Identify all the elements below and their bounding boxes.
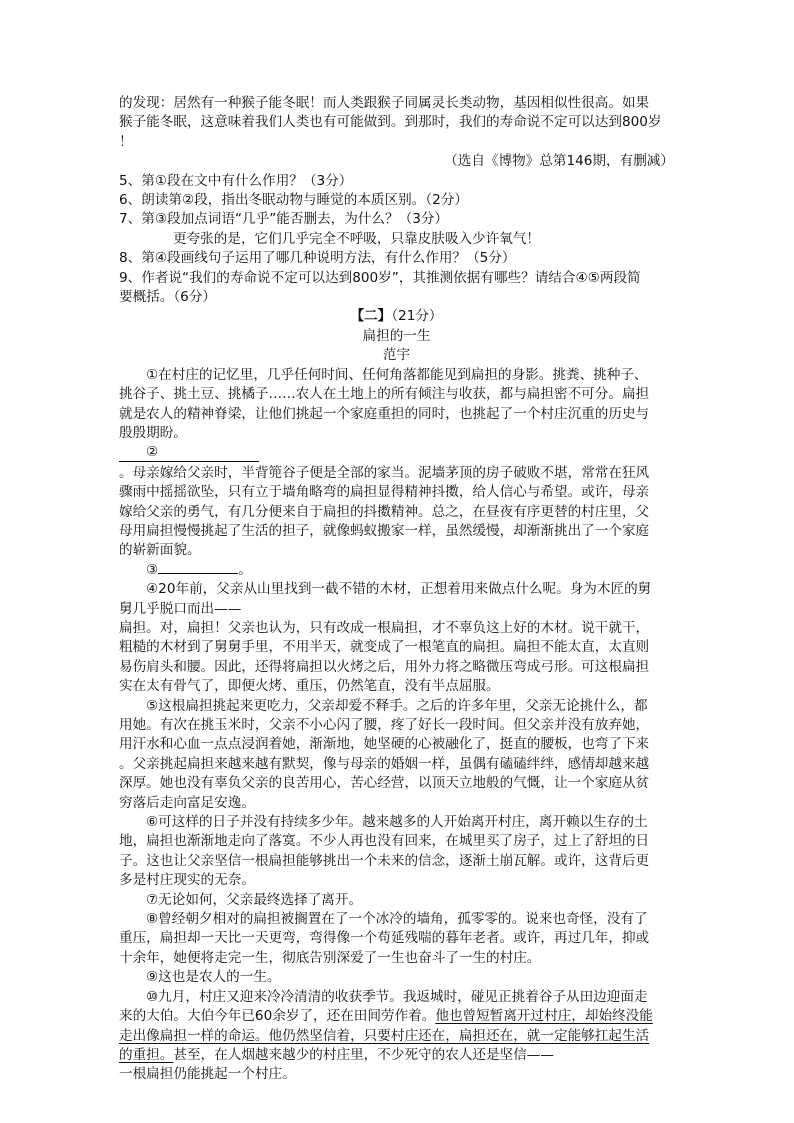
paragraph-line: 扁担。对，扁担！父亲也认为，只有改成一根扁担，才不辜负这上好的木材。说干就干， [119,619,650,636]
paragraph-line: ①在村庄的记忆里，几乎任何时间、任何角落都能见到扁担的身影。挑粪、挑种子、 [146,366,648,383]
answer-blank[interactable] [158,561,238,574]
question-5: 5、第①段在文中有什么作用？（3分） [119,172,353,189]
paragraph-line: 重压，扁担却一天比一天更弯，弯得像一个苟延残喘的暮年老者。或许，再过几年，抑或 [119,930,650,947]
paragraph-number: ③ [146,561,159,578]
question-6: 6、朗读第②段，指出冬眠动物与睡觉的本质区别。（2分） [119,192,468,209]
document-page [119,94,674,1085]
intro-line: ！ [119,133,133,150]
paragraph-line: ⑩九月，村庄又迎来冷冷清清的收获季节。我返城时，碰见正挑着谷子从田边迎面走 [146,988,648,1005]
paragraph-line: 舅几乎脱口而出—— [119,600,242,617]
paragraph-line: 地，扁担也渐渐地走向了落寞。不少人再也没有回来，在城里买了房子，过上了舒坦的日 [119,833,650,850]
paragraph-line: 实在太有骨气了，即便火烤、重压，仍然笔直，没有半点屈服。 [119,678,500,695]
answer-blank[interactable] [119,461,259,462]
paragraph-line: ⑧曾经朝夕相对的扁担被搁置在了一个冰冷的墙角，孤零零的。说来也奇怪，没有了 [146,911,648,928]
paragraph-line: 。母亲嫁给父亲时，半背篼谷子便是全部的家当。泥墙茅顶的房子破败不堪，常常在狂风 [119,464,650,481]
paragraph-line: 粗糙的木材到了舅舅手里，不用半天，就变成了一根笔直的扁担。扁担不能太直，太直则 [119,639,650,656]
question-7: 7、第③段加点词语“几乎”能否删去，为什么？（3分） [119,211,449,228]
paragraph-line: 深厚。她也没有辜负父亲的良苦用心，苦心经营，以顶天立地般的气慨，让一个家庭从贫 [119,775,650,792]
paragraph-line: 一根扁担仍能挑起一个村庄。 [119,1066,296,1083]
section-label: 【二】 [350,308,392,325]
question-8: 8、第④段画线句子运用了哪几种说明方法，有什么作用？（5分） [119,250,516,267]
paragraph-line: 易伤肩头和腰。因此，还得将扁担以火烤之后，用外力将之略微压弯成弓形。可这根扁担 [119,658,650,675]
underlined-sentence: 他也曾短暂离开过村庄，却始终没能 [435,1008,653,1025]
paragraph-line: 来的大伯。大伯今年已60余岁了，还在田间劳作着。他也曾短暂离开过村庄，却始终没能 [119,1008,653,1025]
paragraph-line: ④20年前，父亲从山里找到一截不错的木材，正想着用来做点什么呢。身为木匠的舅 [146,581,652,598]
paragraph-line: 骤雨中摇摇欲坠，只有立于墙角略弯的扁担显得精神抖擞，给人信心与希望。或许，母亲 [119,484,650,501]
paragraph-3: ③ 。 [146,561,252,578]
underlined-sentence: 走出像扁担一样的命运。他仍然坚信着，只要村庄还在，扁担还在，就一定能够扛起生活 [119,1027,650,1044]
paragraph-line: 用她。有次在挑玉米时，父亲不小心闪了腰，疼了好长一段时间。但父亲并没有放弃她， [119,717,650,733]
question-9: 要概括。（6分） [119,289,217,306]
paragraph-line: 用汗水和心血一点点浸润着她，渐渐地，她坚硬的心被融化了，挺直的腰板，也弯了下来 [119,736,650,753]
paragraph-line: 挑谷子、挑土豆、挑橘子……农人在土地上的所有倾注与收获，都与扁担密不可分。扁担 [119,386,650,403]
paragraph-line: 就是农人的精神脊梁，让他们挑起一个家庭重担的同时，也挑起了一个村庄沉重的历史与 [119,405,650,422]
paragraph-line: 穷落后走向富足安逸。 [119,794,255,811]
intro-line: 的发现：居然有一种猴子能冬眠！而人类跟猴子同属灵长类动物，基因相似性很高。如果 [119,95,650,111]
paragraph-line: 殷殷期盼。 [119,424,187,441]
paragraph-9: ⑨这也是农人的一生。 [146,969,281,986]
section-heading [119,307,674,326]
paragraph-line: 多是村庄现实的无奈。 [119,872,255,889]
source-citation: （选自《博物》总第146期，有删减） [444,153,674,170]
essay-title: 扁担的一生 [362,327,431,344]
essay-author: 范宇 [382,347,411,364]
question-7-quote: 更夸张的是，它们几乎完全不呼吸，只靠皮肤吸入少许氧气！ [173,230,541,247]
paragraph-number: ② [146,444,159,461]
paragraph-7: ⑦无论如何，父亲最终选择了离开。 [146,891,363,908]
paragraph-line: 嫁给父亲的勇气，有几分便来自于扁担的抖擞精神。总之，在昼夜有序更替的村庄里，父 [119,503,650,520]
section-score: （21分） [391,308,443,325]
paragraph-line: ⑥可这样的日子并没有持续多少年。越来越多的人开始离开村庄，离开赖以生存的土 [146,814,648,831]
intro-line: 猴子能冬眠，这意味着我们人类也有可能做到。到那时，我们的寿命说不定可以达到800岁 [119,114,662,131]
paragraph-line: 。父亲挑起扁担来越来越有默契，像与母亲的婚姻一样，虽偶有磕磕绊绊，感情却越来越 [119,755,650,772]
paragraph-line: 十余年，她便将走完一生，彻底告别深爱了一生也奋斗了一生的村庄。 [119,949,541,966]
paragraph-line: 子。这也让父亲坚信一根扁担能够挑出一个未来的信念，逐渐土崩瓦解。或许，这背后更 [119,852,650,869]
question-9: 9、作者说“我们的寿命说不定可以达到800岁”，其推测依据有哪些？请结合④⑤两段简 [119,269,641,286]
paragraph-line: 的崭新面貌。 [119,542,201,559]
paragraph-line: ⑤这根扁担挑起来更吃力，父亲却爱不释手。之后的许多年里，父亲无论挑什么，都 [146,697,648,714]
paragraph-line: 母用扁担慢慢挑起了生活的担子，就像蚂蚁搬家一样，虽然缓慢，却渐渐挑出了一个家庭 [119,522,650,539]
underlined-sentence: 的重担。 [119,1046,174,1063]
paragraph-line: 的重担。甚至，在人烟越来越少的村庄里，不少死守的农人还是坚信—— [119,1046,554,1063]
